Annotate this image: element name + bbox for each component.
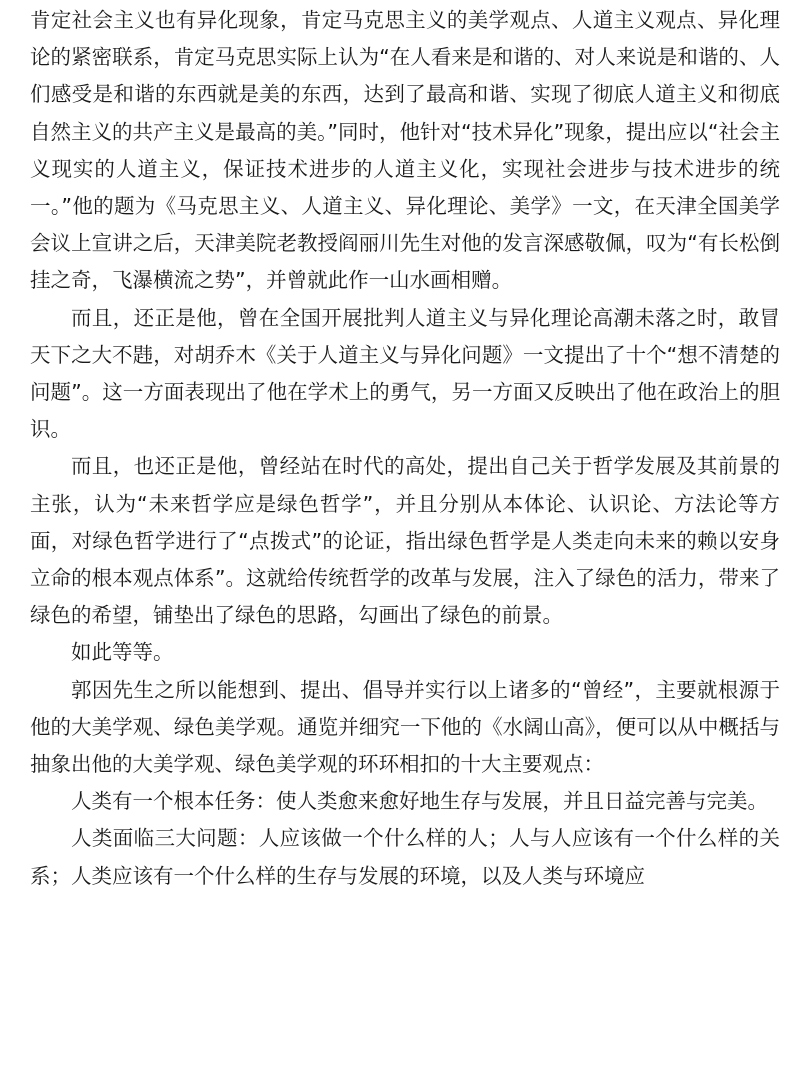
paragraph-4: 如此等等。 [71, 640, 174, 665]
paragraph-5: 郭因先生之所以能想到、提出、倡导并实行以上诸多的“曾经”，主要就根源于他的大美学观、绿色美学观。通览并细究一下他的《水阔山高》，便可以从中概括与抽象出他的大美学观、绿色美学观的环环相扣的十大主要观点： [30, 677, 780, 777]
paragraph-7: 人类面临三大问题：人应该做一个什么样的人；人与人应该有一个什么样的关系；人类应该有一个什么样的生存与发展的环境，以及人类与环境应 [30, 826, 780, 888]
paragraph-1: 肯定社会主义也有异化现象，肯定马克思主义的美学观点、人道主义观点、异化理论的紧密联系，肯定马克思实际上认为“在人看来是和谐的、对人来说是和谐的、人们感受是和谐的东西就是美的东西，达到了最高和谐、实现了彻底人道主义和彻底自然主义的共产主义是最高的美。”同时，他针对“技术异化”现象，提出应以“社会主义现实的人道主义，保证技术进步的人道主义化，实现社会进步与技术进步的统一。”他的题为《马克思主义、人道主义、异化理论、美学》一文，在天津全国美学会议上宣讲之后，天津美院老教授阎丽川先生对他的发言深感敬佩，叹为“有长松倒挂之奇，飞瀑横流之势”，并曾就此作一山水画相赠。 [30, 8, 780, 293]
paragraph-6: 人类有一个根本任务：使人类愈来愈好地生存与发展，并且日益完善与完美。 [71, 789, 768, 814]
paragraph-2: 而且，还正是他，曾在全国开展批判人道主义与异化理论高潮未落之时，敢冒天下之大不韪，对胡乔木《关于人道主义与异化问题》一文提出了十个“想不清楚的问题”。这一方面表现出了他在学术上的勇气，另一方面又反映出了他在政治上的胆识。 [30, 305, 780, 442]
paragraph-3: 而且，也还正是他，曾经站在时代的高处，提出自己关于哲学发展及其前景的主张，认为“未来哲学应是绿色哲学”，并且分别从本体论、认识论、方法论等方面，对绿色哲学进行了“点拨式”的论证，指出绿色哲学是人类走向未来的赖以安身立命的根本观点体系”。这就给传统哲学的改革与发展，注入了绿色的活力，带来了绿色的希望，铺垫出了绿色的思路，勾画出了绿色的前景。 [30, 454, 780, 628]
